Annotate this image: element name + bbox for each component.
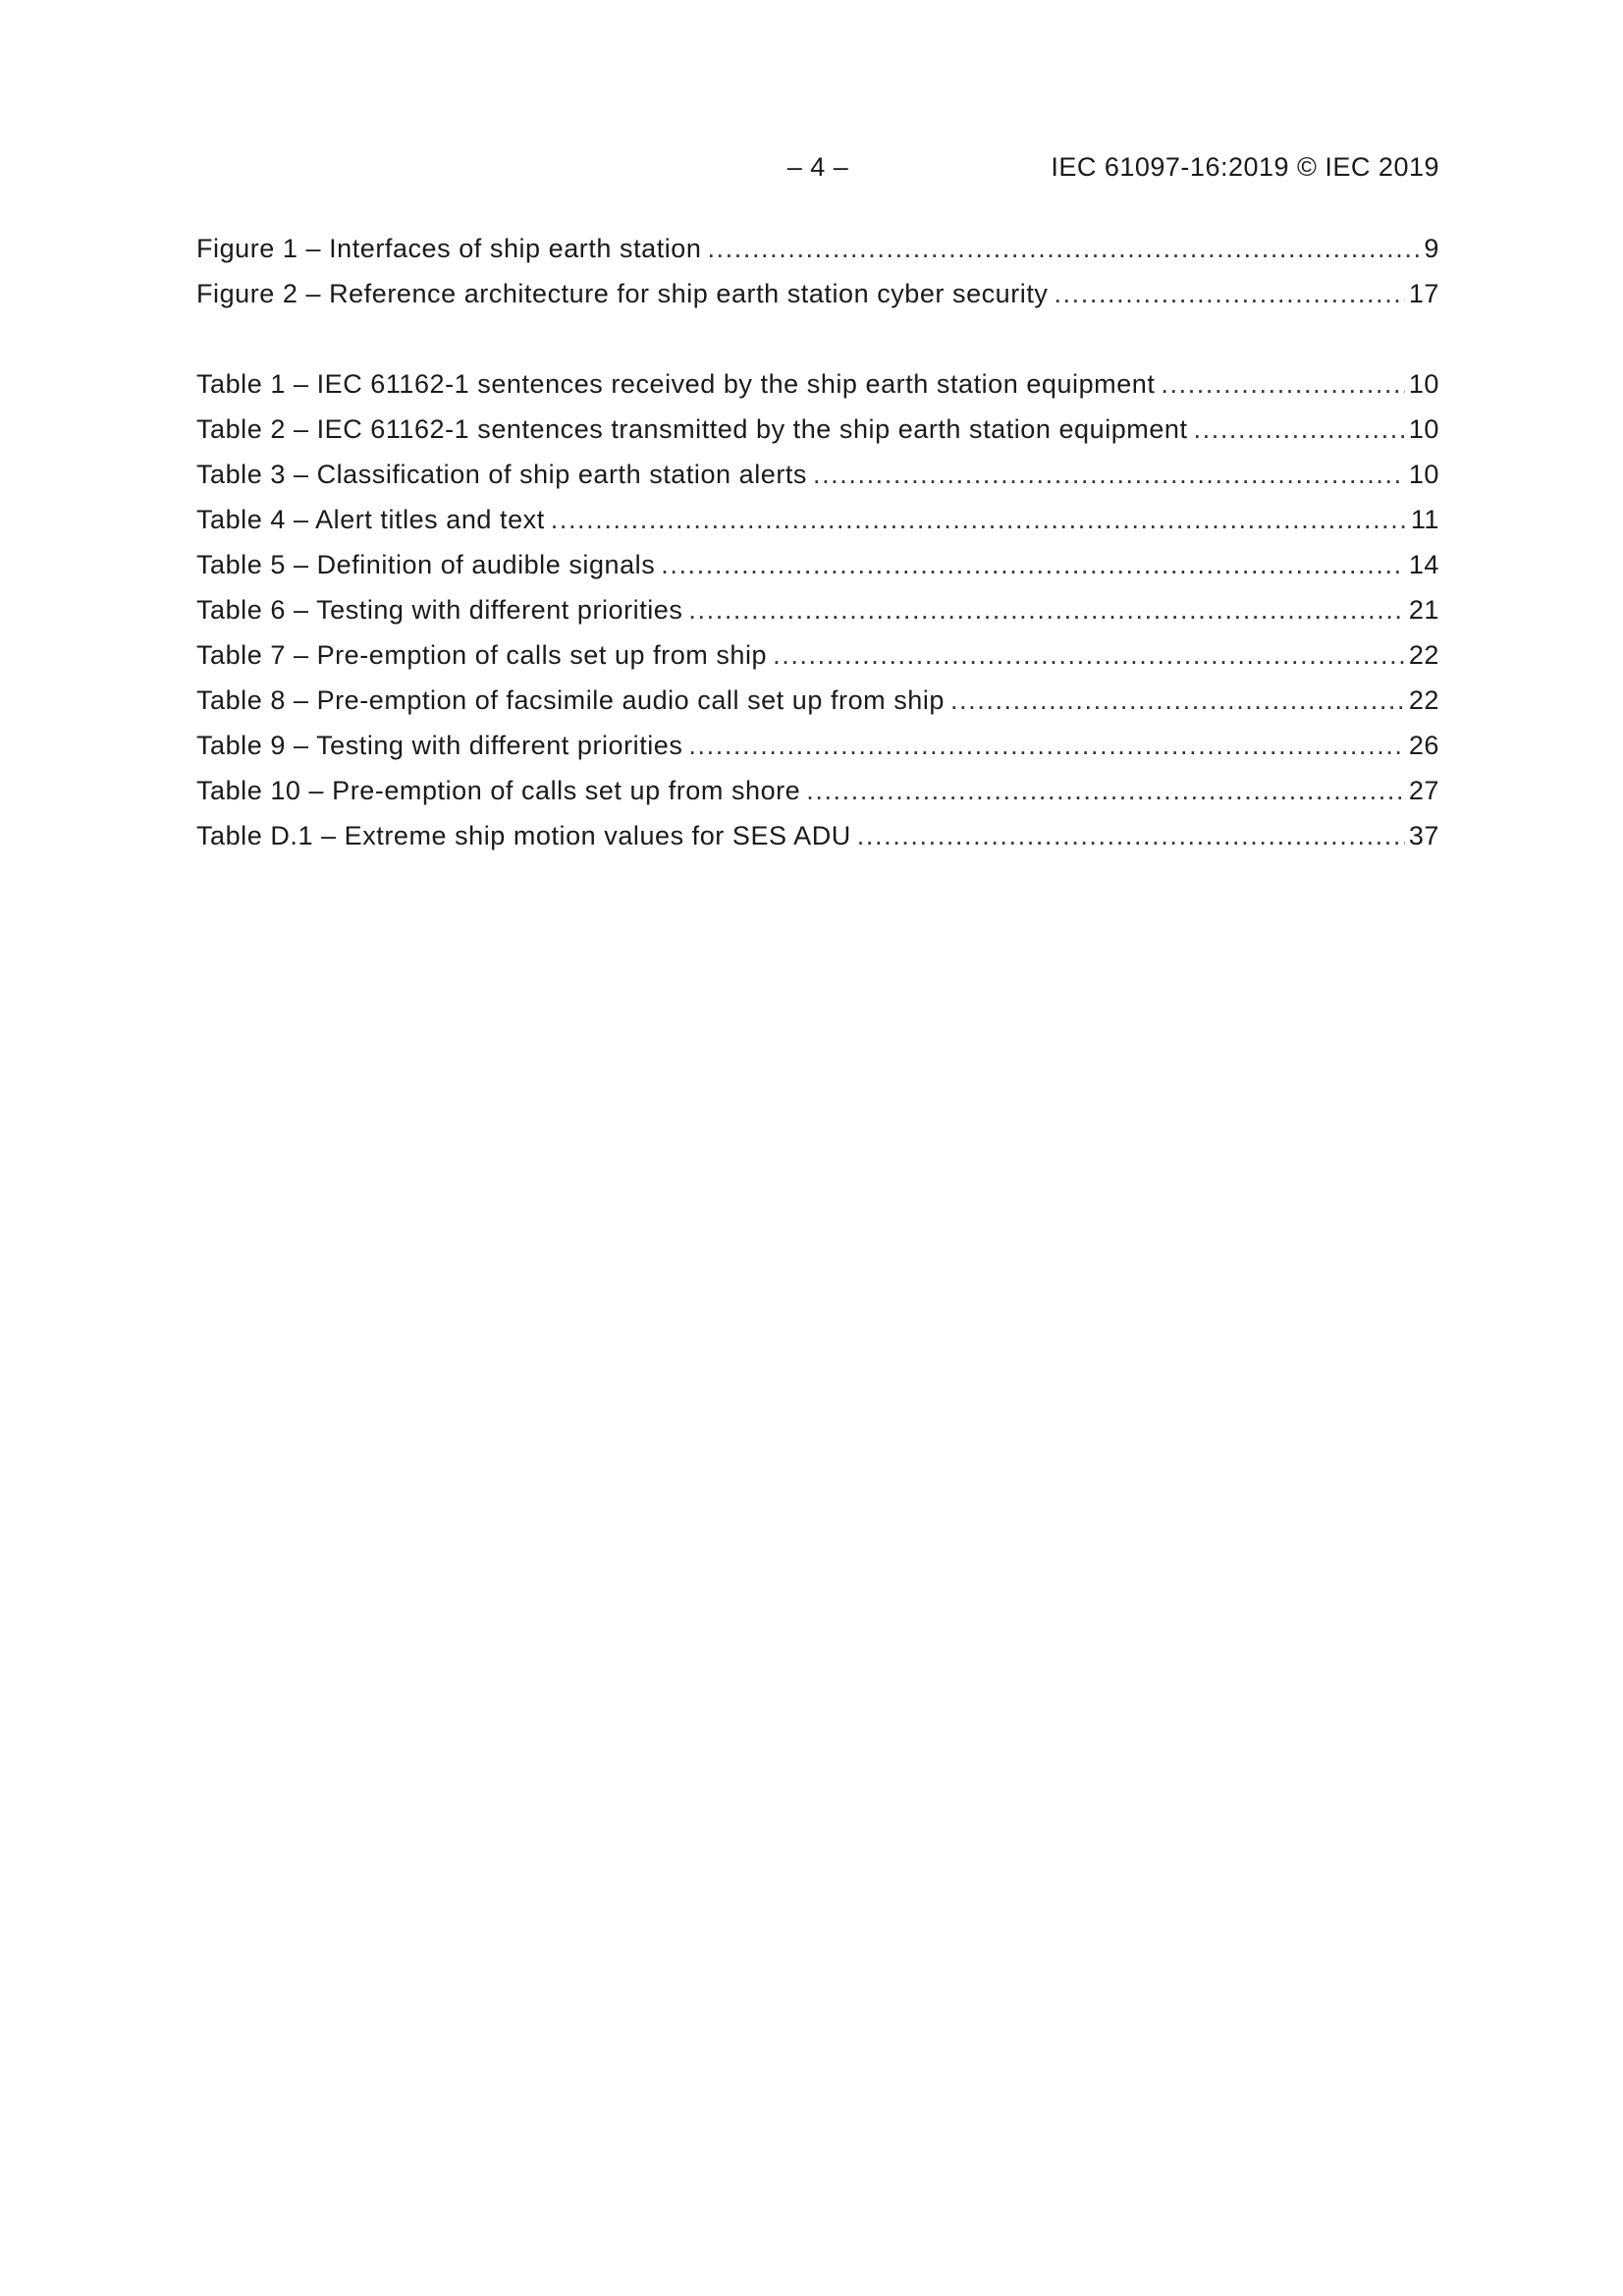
page-number: – 4 – (786, 152, 849, 182)
toc-entry-figure-2[interactable] (196, 279, 1439, 318)
toc-entry-page: 10 (1408, 414, 1439, 444)
toc-entry-page: 21 (1408, 595, 1439, 625)
document-identifier: IEC 61097-16:2019 © IEC 2019 (1051, 152, 1439, 182)
toc-entry-table-d1[interactable] (196, 821, 1439, 860)
toc-entry-page: 37 (1408, 821, 1439, 850)
toc-entry-title: Table 9 – Testing with different priorities (196, 731, 683, 760)
toc-entry-title: Table D.1 – Extreme ship motion values for SES ADU (196, 821, 851, 850)
toc-entry-table-8[interactable] (196, 685, 1439, 725)
toc-entry-page: 27 (1408, 776, 1439, 805)
toc-entry-page: 22 (1408, 685, 1439, 715)
toc-entry-title: Table 4 – Alert titles and text (196, 505, 545, 534)
toc-entry-title: Table 7 – Pre-emption of calls set up from ship (196, 640, 768, 670)
toc-entry-page: 22 (1408, 640, 1439, 670)
toc-entry-page: 11 (1410, 505, 1439, 534)
toc-entry-table-3[interactable] (196, 460, 1439, 499)
toc-entry-figure-1[interactable] (196, 234, 1439, 273)
dot-leader (1054, 279, 1404, 309)
toc-entry-page: 10 (1408, 369, 1439, 399)
toc-entry-table-4[interactable] (196, 505, 1439, 544)
dot-leader (707, 234, 1420, 264)
toc-entry-title: Table 5 – Definition of audible signals (196, 550, 656, 579)
dot-leader (661, 550, 1405, 580)
toc-entry-page: 17 (1408, 279, 1439, 308)
toc-entry-table-10[interactable] (196, 776, 1439, 815)
dot-leader (773, 640, 1405, 671)
dot-leader (1194, 414, 1405, 445)
toc-entry-page: 9 (1424, 234, 1439, 263)
dot-leader (857, 821, 1405, 851)
dot-leader (688, 595, 1404, 626)
page-header (196, 152, 1439, 191)
toc-entry-title: Table 2 – IEC 61162-1 sentences transmitted by the ship earth station equipment (196, 414, 1188, 444)
toc-entry-table-1[interactable] (196, 369, 1439, 409)
dot-leader (1161, 369, 1404, 400)
dot-leader (551, 505, 1407, 535)
toc-entry-title: Table 8 – Pre-emption of facsimile audio call set up from ship (196, 685, 945, 715)
toc-entry-title: Figure 2 – Reference architecture for ship earth station cyber security (196, 279, 1049, 308)
toc-entry-table-9[interactable] (196, 731, 1439, 770)
toc-entry-page: 14 (1408, 550, 1439, 579)
dot-leader (806, 776, 1405, 806)
toc-entry-table-7[interactable] (196, 640, 1439, 680)
toc-entry-title: Table 10 – Pre-emption of calls set up from shore (196, 776, 801, 805)
dot-leader (950, 685, 1405, 716)
toc-entry-table-6[interactable] (196, 595, 1439, 634)
dot-leader (688, 731, 1404, 761)
toc-entry-page: 10 (1408, 460, 1439, 489)
toc-entry-table-2[interactable] (196, 414, 1439, 454)
toc-entry-title: Figure 1 – Interfaces of ship earth station (196, 234, 702, 263)
toc-entry-page: 26 (1408, 731, 1439, 760)
toc-entry-table-5[interactable] (196, 550, 1439, 589)
toc-entry-title: Table 1 – IEC 61162-1 sentences received by the ship earth station equipment (196, 369, 1156, 399)
toc-entry-title: Table 3 – Classification of ship earth station alerts (196, 460, 807, 489)
toc-entry-title: Table 6 – Testing with different priorities (196, 595, 683, 625)
dot-leader (813, 460, 1405, 490)
